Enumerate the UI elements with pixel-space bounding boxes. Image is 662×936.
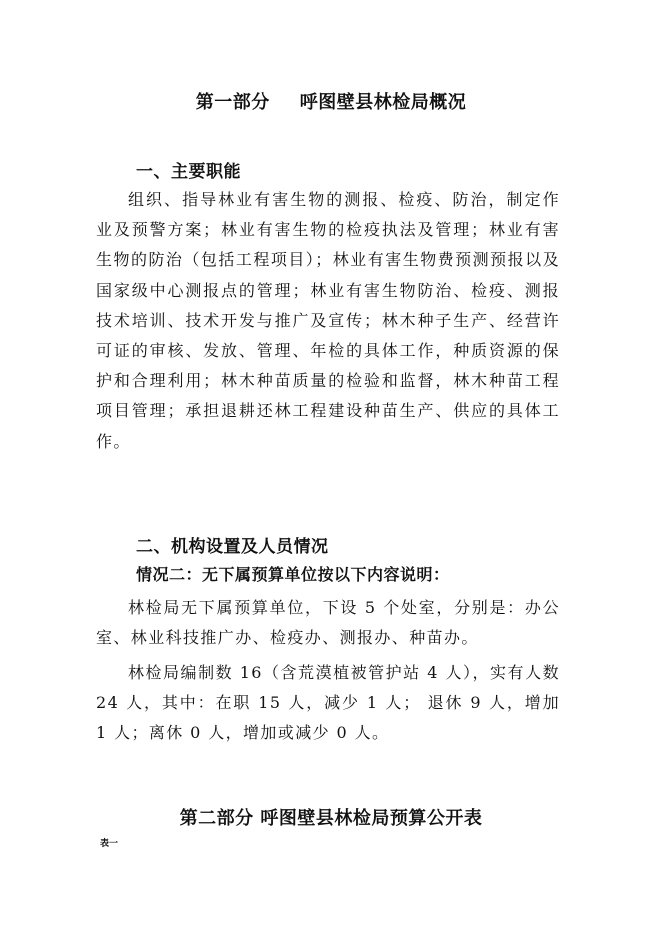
section1-heading: 一、主要职能 — [136, 162, 241, 182]
section2-paragraph-1: 林检局无下属预算单位，下设 5 个处室，分别是：办公室、林业科技推广办、检疫办、测报办、种苗办。 — [96, 598, 560, 647]
section2-paragraph-2: 林检局编制数 16（含荒漠植被管护站 4 人），实有人数 24 人，其中：在职 15 人，减少 1 人； 退休 9 人，增加 1 人；离休 0 人，增加或减少 0 人。 — [96, 663, 560, 742]
part1-label: 第一部分 — [195, 92, 270, 113]
section1-body: 组织、指导林业有害生物的测报、检疫、防治，制定作业及预警方案；林业有害生物的检疫执法及管理；林业有害生物的防治（包括工程项目）；林业有害生物费预测预报以及国家级中心测报点的管理；林业有害生物防治、检疫、测报技术培训、技术开发与推广及宣传；林木种子生产、经营许可证的审核、发放、管理、年检的具体工作，种质资源的保护和合理利用；林木种苗质量的检验和监督，林木种苗工程项目管理；承担退耕还林工程建设种苗生产、供应的具体工作。 — [96, 190, 560, 451]
part1-title — [0, 88, 662, 114]
table-label: 表一 — [100, 839, 119, 849]
section2-subheading: 情况二：无下属预算单位按以下内容说明： — [136, 565, 450, 584]
part2-title: 第二部分 呼图壁县林检局预算公开表 — [179, 808, 483, 829]
section2-heading: 二、机构设置及人员情况 — [136, 537, 329, 557]
part1-title-text: 呼图壁县林检局概况 — [299, 92, 467, 113]
